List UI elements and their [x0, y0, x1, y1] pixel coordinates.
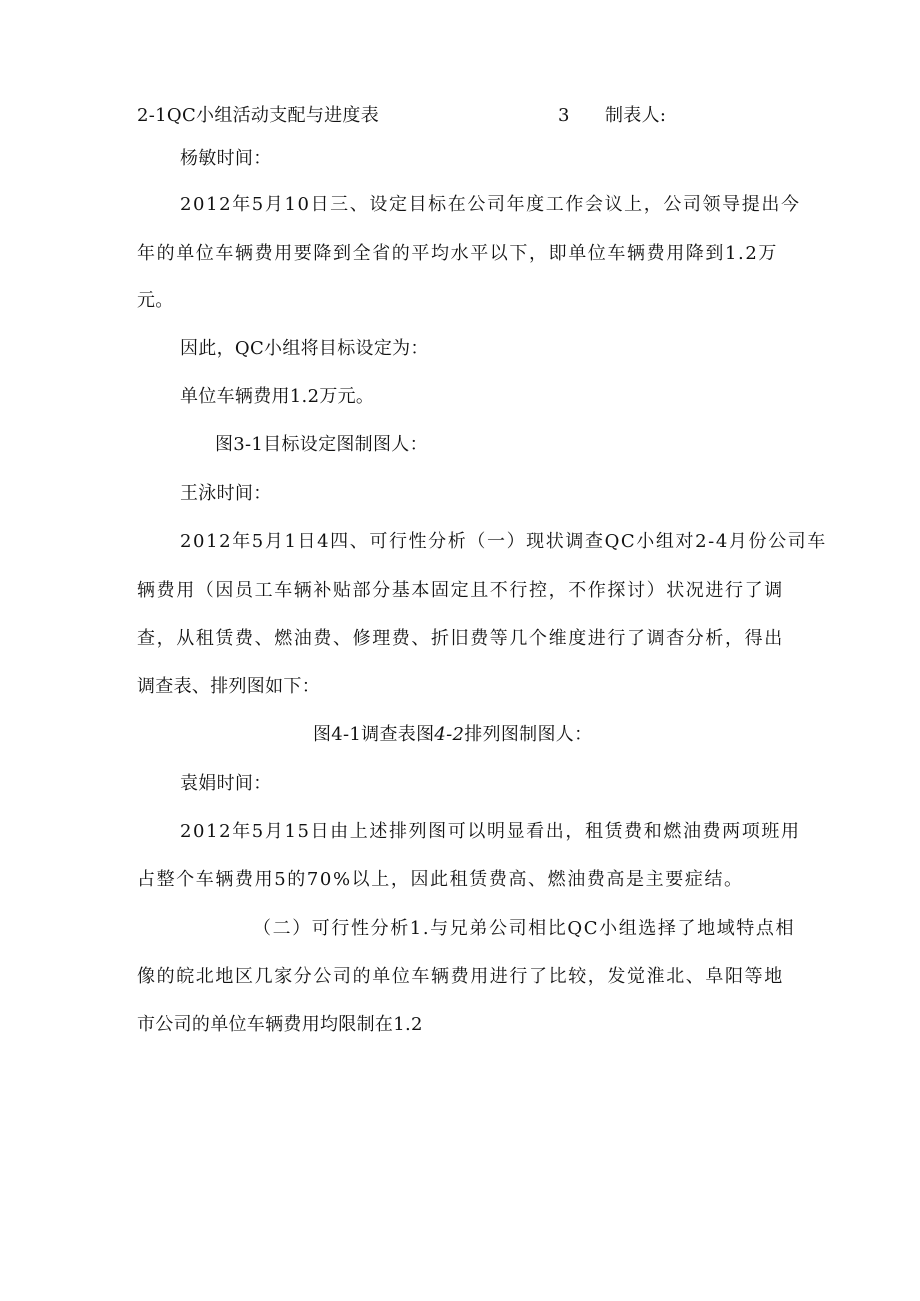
figure-caption-3-1: 图3-1目标设定图制图人： — [215, 434, 428, 455]
text-line-6: 单位车辆费用1.2万元。 — [180, 386, 375, 407]
text-line-10: 辆费用（因员工车辆补贴部分基本固定且不行控，不作探讨）状况进行了调 — [137, 580, 784, 601]
text-line-15: 2012年5月15日由上述排列图可以明显看出，租赁费和燃油费两项班用 — [180, 821, 801, 842]
text-line-14: 袁娟时间： — [180, 773, 272, 794]
text-line-17: （二）可行性分析1.与兄弟公司相比QC小组选择了地域特点相 — [253, 918, 796, 939]
text-line-18: 像的皖北地区几家分公司的单位车辆费用进行了比较，发觉淮北、阜阳等地 — [137, 966, 784, 987]
text-line-2: 2012年5月10日三、设定目标在公司年度工作会议上，公司领导提出今 — [180, 194, 801, 215]
text-line-12: 调查表、排列图如下： — [137, 676, 320, 697]
table-title: 2-1QC小组活动支配与进度表 — [137, 105, 380, 126]
text-line-8: 王泳时间： — [180, 483, 272, 504]
caption-part-b: 4-2 — [434, 724, 465, 745]
text-line-5: 因此，QC小组将目标设定为： — [180, 338, 429, 359]
text-line-11: 查，从租赁费、燃油费、修理费、折旧费等几个维度进行了调杳分析，得出 — [137, 628, 784, 649]
caption-part-c: 排列图制图人： — [464, 724, 593, 745]
maker-label: 制表人: — [605, 105, 667, 126]
text-line-19: 市公司的单位车辆费用均限制在1.2 — [137, 1014, 423, 1035]
text-line-16: 占整个车辆费用5的70%以上，因此租赁费高、燃油费高是主要症结。 — [137, 869, 744, 890]
text-line-4: 元。 — [137, 290, 174, 311]
text-line-3: 年的单位车辆费用要降到全省的平均水平以下，即单位车辆费用降到1.2万 — [137, 243, 779, 264]
figure-caption-4-1 — [313, 724, 592, 746]
caption-part-a: 图4-1调查表图 — [313, 724, 435, 745]
table-number: 3 — [558, 105, 570, 126]
text-line-9: 2012年5月1日4四、可行性分析（一）现状调查QC小组对2-4月份公司车 — [180, 531, 827, 552]
text-line-1: 杨敏时间： — [180, 148, 272, 169]
